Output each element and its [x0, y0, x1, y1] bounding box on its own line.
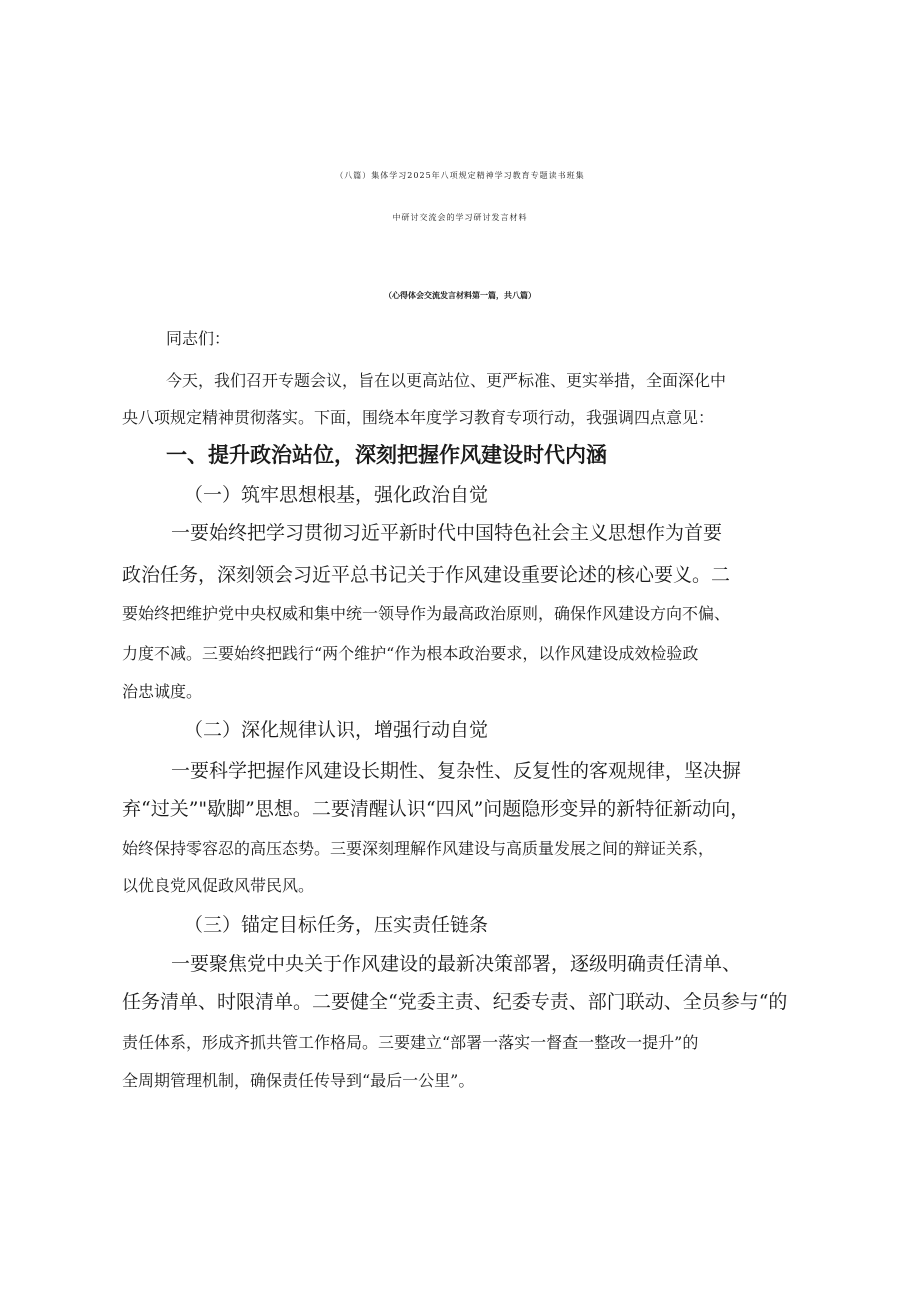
greeting: 同志们： [166, 329, 231, 348]
sub1-line-4: 力度不减。三要始终把践行“两个维护“作为根本政治要求，以作风建设成效检验政 [122, 644, 699, 663]
sub3-line-4: 全周期管理机制，确保责任传导到“最后一公里”。 [122, 1071, 475, 1090]
sub3-line-2: 任务清单、时限清单。二要健全“党委主责、纪委专责、部门联动、全员参与“的 [122, 991, 788, 1013]
document-title-line-2: 中研讨交流会的学习研讨发言材料 [392, 213, 528, 222]
sub2-line-3: 始终保持零容忍的高压态势。三要深刻理解作风建设与高质量发展之间的辩证关系， [122, 839, 715, 858]
sub1-line-2: 政治任务，深刻领会习近平总书记关于作风建设重要论述的核心要义。二 [122, 564, 731, 586]
subsection-heading-3: （三）锚定目标任务，压实责任链条 [184, 914, 489, 936]
document-subtitle: （心得体会交流发言材料第一篇，共八篇） [384, 290, 536, 300]
intro-line-1: 今天，我们召开专题会议，旨在以更高站位、更严标准、更实举措，全面深化中 [166, 371, 727, 390]
sub1-line-3: 要始终把维护党中央权威和集中统一领导作为最高政治原则，确保作风建设方向不偏、 [122, 604, 731, 623]
sub2-line-1: 一要科学把握作风建设长期性、复杂性、反复性的客观规律，坚决摒 [171, 760, 742, 782]
sub3-line-1: 一要聚焦党中央关于作风建设的最新决策部署，逐级明确责任清单、 [171, 953, 742, 975]
sub1-line-1: 一要始终把学习贯彻习近平新时代中国特色社会主义思想作为首要 [171, 522, 723, 544]
subsection-heading-2: （二）深化规律认识，增强行动自觉 [184, 719, 489, 741]
sub2-line-4: 以优良党风促政风带民风。 [122, 876, 315, 895]
intro-line-2: 央八项规定精神贯彻落实。下面，围绕本年度学习教育专项行动，我强调四点意见： [122, 408, 715, 427]
document-title-line-1: （八篇）集体学习2025年八项规定精神学习教育专题读书班集 [335, 171, 585, 180]
sub3-line-3: 责任体系，形成齐抓共管工作格局。三要建立“部署一落实一督查一整改一提升”的 [122, 1033, 699, 1052]
sub1-line-5: 治忠诚度。 [122, 682, 203, 701]
subsection-heading-1: （一）筑牢思想根基，强化政治自觉 [184, 484, 489, 506]
sub2-line-2: 弃“过关”"歇脚”思想。二要清醒认识“四风”问题隐形变异的新特征新动向， [122, 798, 750, 820]
section-heading-1: 一、提升政治站位，深刻把握作风建设时代内涵 [166, 443, 607, 467]
